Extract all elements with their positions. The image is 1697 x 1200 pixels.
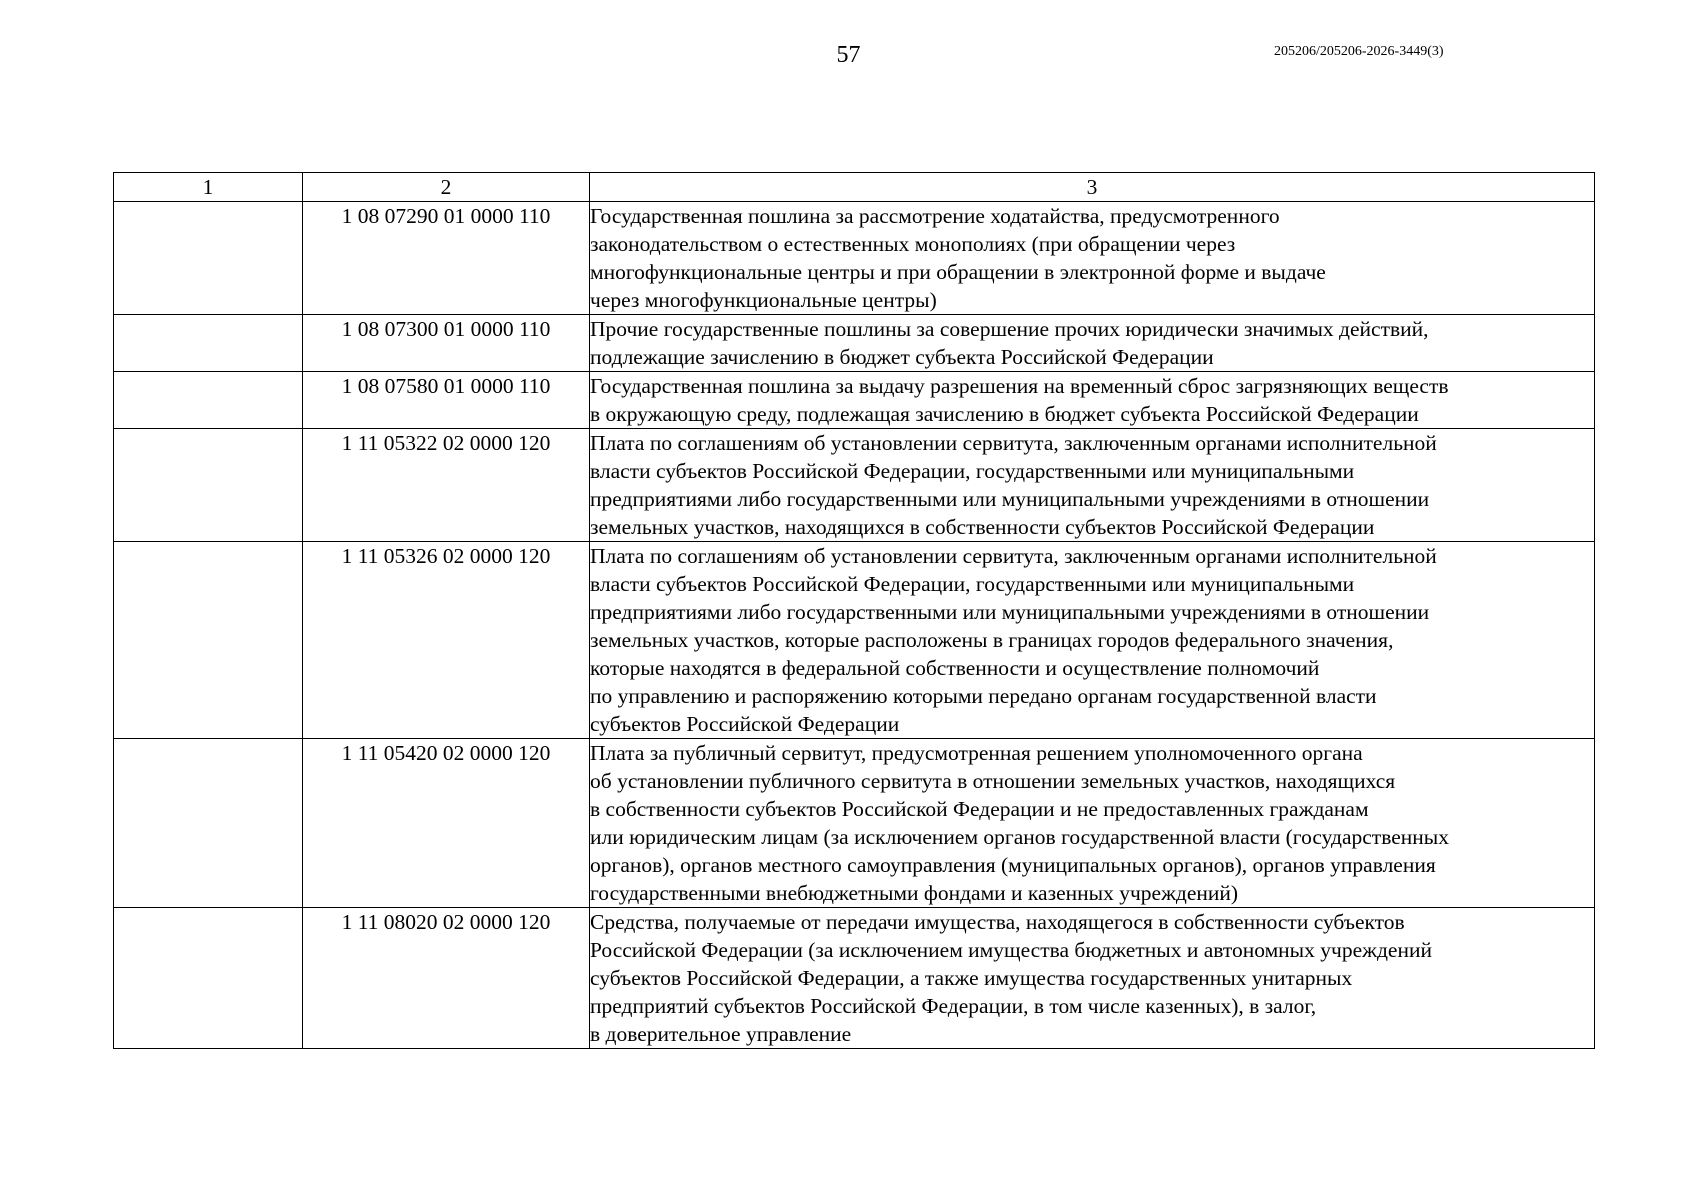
description-line: субъектов Российской Федерации — [590, 712, 900, 736]
revenue-code-cell: 1 11 08020 02 0000 120 — [303, 908, 590, 1049]
description-line: об установлении публичного сервитута в отношении земельных участков, находящихся — [590, 769, 1396, 793]
description-line: государственными внебюджетными фондами и казенных учреждений) — [590, 881, 1239, 905]
column-header-2: 2 — [303, 173, 590, 202]
description-line: которые находятся в федеральной собственности и осуществление полномочий — [590, 656, 1320, 680]
description-line: земельных участков, которые расположены в границах городов федерального значения, — [590, 628, 1394, 652]
description-line: в окружающую среду, подлежащая зачислению в бюджет субъекта Российской Федерации — [590, 402, 1419, 426]
revenue-description-cell — [590, 908, 1595, 1049]
revenue-code-cell: 1 08 07300 01 0000 110 — [303, 315, 590, 372]
page-number: 57 — [836, 42, 861, 68]
table-row — [114, 202, 1595, 315]
column-header-3: 3 — [590, 173, 1595, 202]
description-line: предприятиями либо государственными или муниципальными учреждениями в отношении — [590, 487, 1430, 511]
table-row — [114, 315, 1595, 372]
description-line: через многофункциональные центры) — [590, 288, 937, 312]
description-line: предприятиями либо государственными или муниципальными учреждениями в отношении — [590, 600, 1430, 624]
revenue-description-cell — [590, 372, 1595, 429]
description-line: Плата за публичный сервитут, предусмотренная решением уполномоченного органа — [590, 741, 1363, 765]
cell-column-1 — [114, 202, 303, 315]
cell-column-1 — [114, 542, 303, 739]
description-line: подлежащие зачислению в бюджет субъекта Российской Федерации — [590, 345, 1214, 369]
revenue-code-cell: 1 11 05322 02 0000 120 — [303, 429, 590, 542]
description-line: многофункциональные центры и при обращении в электронной форме и выдаче — [590, 260, 1326, 284]
revenue-code-cell: 1 11 05326 02 0000 120 — [303, 542, 590, 739]
column-header-1: 1 — [114, 173, 303, 202]
cell-column-1 — [114, 739, 303, 908]
table-row — [114, 542, 1595, 739]
budget-revenue-table — [113, 172, 1595, 1049]
table-row — [114, 372, 1595, 429]
description-line: по управлению и распоряжению которыми передано органам государственной власти — [590, 684, 1377, 708]
cell-column-1 — [114, 315, 303, 372]
table-row — [114, 429, 1595, 542]
description-line: Средства, получаемые от передачи имущества, находящегося в собственности субъектов — [590, 910, 1405, 934]
table-body — [114, 202, 1595, 1049]
revenue-code-cell: 1 08 07580 01 0000 110 — [303, 372, 590, 429]
table-row — [114, 739, 1595, 908]
cell-column-1 — [114, 429, 303, 542]
description-line: Российской Федерации (за исключением имущества бюджетных и автономных учреждений — [590, 938, 1432, 962]
revenue-description-cell — [590, 202, 1595, 315]
revenue-description-cell — [590, 315, 1595, 372]
revenue-description-cell — [590, 429, 1595, 542]
description-line: органов), органов местного самоуправления (муниципальных органов), органов управления — [590, 853, 1436, 877]
description-line: земельных участков, находящихся в собственности субъектов Российской Федерации — [590, 515, 1375, 539]
table-row — [114, 908, 1595, 1049]
revenue-description-cell — [590, 739, 1595, 908]
description-line: законодательством о естественных монополиях (при обращении через — [590, 232, 1236, 256]
document-code: 205206/205206-2026-3449(3) — [1274, 44, 1444, 59]
description-line: в доверительное управление — [590, 1022, 852, 1046]
revenue-code-cell: 1 08 07290 01 0000 110 — [303, 202, 590, 315]
cell-column-1 — [114, 372, 303, 429]
description-line: Государственная пошлина за выдачу разрешения на временный сброс загрязняющих веществ — [590, 374, 1449, 398]
description-line: Прочие государственные пошлины за совершение прочих юридически значимых действий, — [590, 317, 1429, 341]
description-line: власти субъектов Российской Федерации, государственными или муниципальными — [590, 459, 1355, 483]
description-line: власти субъектов Российской Федерации, государственными или муниципальными — [590, 572, 1355, 596]
revenue-code-cell: 1 11 05420 02 0000 120 — [303, 739, 590, 908]
description-line: или юридическим лицам (за исключением органов государственной власти (государственных — [590, 825, 1449, 849]
table-header-row — [114, 173, 1595, 202]
description-line: Плата по соглашениям об установлении сервитута, заключенным органами исполнительной — [590, 431, 1437, 455]
description-line: Государственная пошлина за рассмотрение ходатайства, предусмотренного — [590, 204, 1280, 228]
description-line: предприятий субъектов Российской Федерации, в том числе казенных), в залог, — [590, 994, 1317, 1018]
revenue-description-cell — [590, 542, 1595, 739]
description-line: Плата по соглашениям об установлении сервитута, заключенным органами исполнительной — [590, 544, 1437, 568]
description-line: субъектов Российской Федерации, а также имущества государственных унитарных — [590, 966, 1353, 990]
cell-column-1 — [114, 908, 303, 1049]
description-line: в собственности субъектов Российской Федерации и не предоставленных гражданам — [590, 797, 1369, 821]
